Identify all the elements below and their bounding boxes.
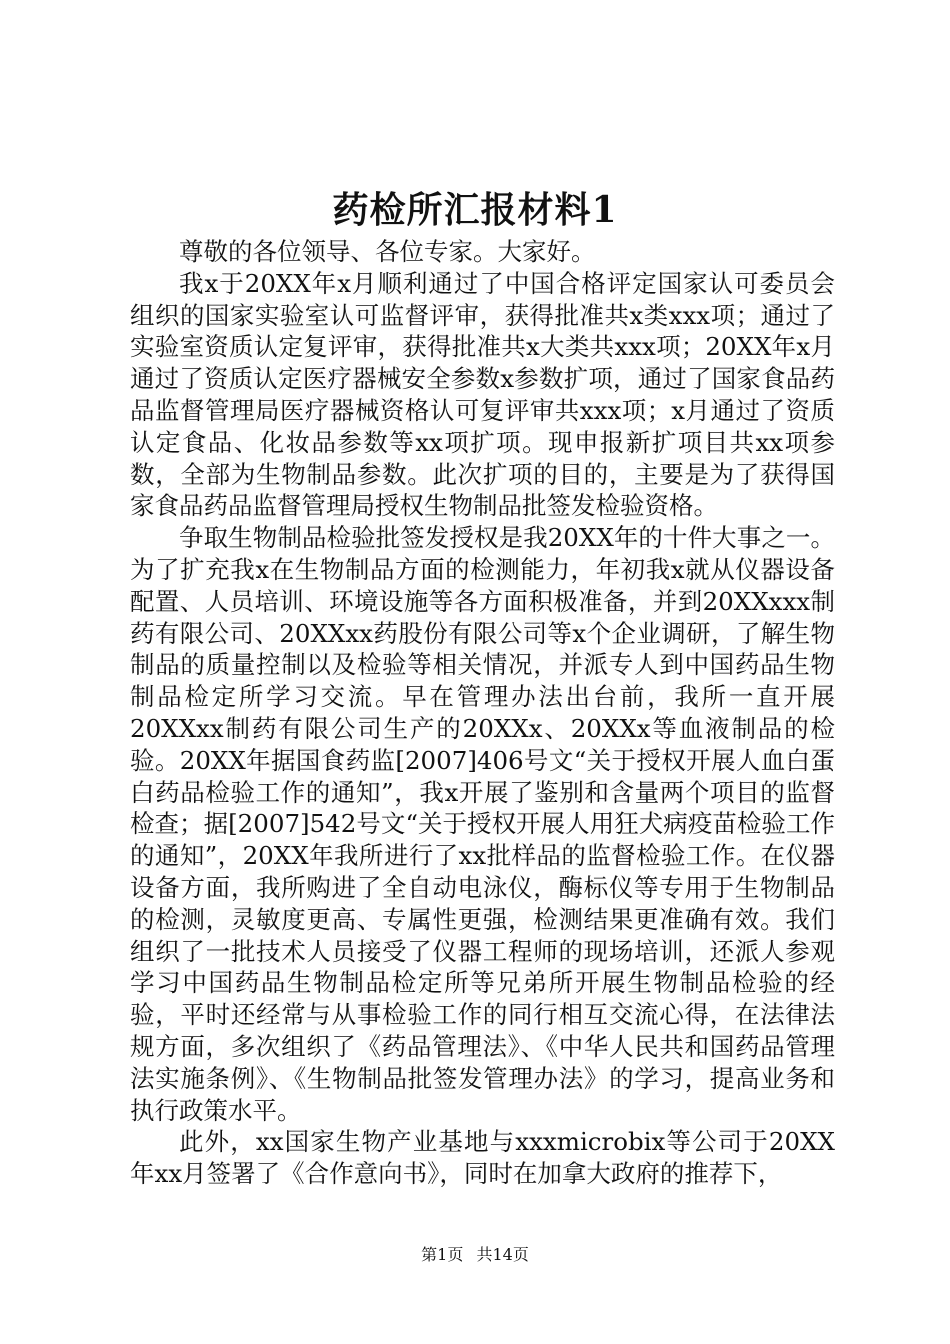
paragraph-cooperation: 此外，xx国家生物产业基地与xxxmicrobix等公司于20XX年xx月签署了《合作意向书》，同时在加拿大政府的推荐下，: [130, 1127, 835, 1189]
page-number: 第1页: [421, 1245, 464, 1264]
paragraph-accreditation: 我x于20XX年x月顺利通过了中国合格评定国家认可委员会组织的国家实验室认可监督评审，获得批准共x类xxx项；通过了实验室资质认定复评审，获得批准共x大类共xxx项；20XX年x月通过了资质认定医疗器械安全参数x参数扩项，通过了国家食品药品监督管理局医疗器械资格认可复评审共xxx项；x月通过了资质认定食品、化妆品参数等xx项扩项。现申报新扩项目共xx项参数，全部为生物制品参数。此次扩项的目的，主要是为了获得国家食品药品监督管理局授权生物制品批签发检验资格。: [130, 268, 835, 521]
paragraph-biologics: 争取生物制品检验批签发授权是我20XX年的十件大事之一。为了扩充我x在生物制品方面的检测能力，年初我x就从仪器设备配置、人员培训、环境设施等各方面积极准备，并到20XXxxx制药有限公司、20XXxx药股份有限公司等x个企业调研，了解生物制品的质量控制以及检验等相关情况，并派专人到中国药品生物制品检定所学习交流。早在管理办法出台前，我所一直开展20XXxx制药有限公司生产的20XXx、20XXx等血液制品的检验。20XX年据国食药监[2007]406号文“关于授权开展人血白蛋白药品检验工作的通知”，我x开展了鉴别和含量两个项目的监督检查；据[2007]542号文“关于授权开展人用狂犬病疫苗检验工作的通知”，20XX年我所进行了xx批样品的监督检验工作。在仪器设备方面，我所购进了全自动电泳仪，酶标仪等专用于生物制品的检测，灵敏度更高、专属性更强，检测结果更准确有效。我们组织了一批技术人员接受了仪器工程师的现场培训，还派人参观学习中国药品生物制品检定所等兄弟所开展生物制品检验的经验，平时还经常与从事检验工作的同行相互交流心得，在法律法规方面，多次组织了《药品管理法》、《中华人民共和国药品管理法实施条例》、《生物制品批签发管理办法》的学习，提高业务和执行政策水平。: [130, 523, 835, 1125]
paragraph-greeting: 尊敬的各位领导、各位专家。大家好。: [179, 237, 596, 266]
page-footer: [0, 1244, 950, 1266]
page-total: 共14页: [476, 1245, 529, 1264]
document-body: [130, 236, 835, 1190]
document-title: 药检所汇报材料1: [332, 189, 618, 231]
